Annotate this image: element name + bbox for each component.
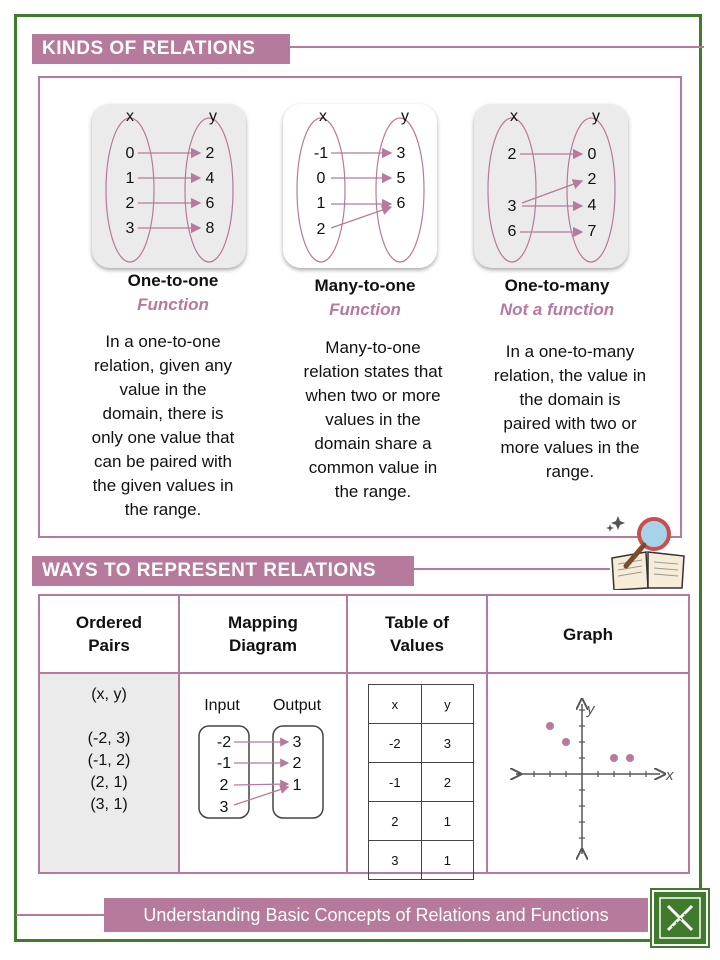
mapping-output: 2 [292,755,302,772]
range-value: 4 [205,170,215,187]
mapping-output: 3 [292,734,302,751]
section-title-kinds: KINDS OF RELATIONS [32,34,290,64]
ordered-pair: (-1, 2) [87,752,131,769]
kind-status-one-to-one: Function [137,295,209,314]
domain-value: 2 [316,221,326,238]
range-value: 2 [587,171,597,188]
kind-desc-one-to-many: In a one-to-many relation, the value in the domain is paired with two or more values in the range. [493,342,647,481]
col-header-mapping-diagram: Mapping Diagram [180,596,348,674]
range-value: 8 [205,220,215,237]
domain-value: 6 [507,223,517,240]
mapping-arrow [234,787,288,805]
y-label: y [401,108,409,125]
pencil-ruler-icon [652,890,708,946]
mapping-diagram-one-to-one [92,104,246,268]
table-cell: 2 [369,802,422,841]
col-header-table-of-values: Table of Values [348,596,488,674]
kind-status-many-to-one: Function [329,300,401,319]
mapping-arrow [234,784,288,785]
graph-y-label: y [587,701,595,718]
range-value: 4 [587,197,597,214]
graph-point [546,722,554,730]
ordered-pairs-header: (x, y) [91,686,127,703]
kind-desc-many-to-one: Many-to-one relation states that when two or more values in the domain share a common value in the range. [303,338,443,501]
section-title-ways: WAYS TO REPRESENT RELATIONS [32,556,414,586]
ways-to-represent-table [38,594,690,874]
kind-name-many-to-one: Many-to-one [314,276,416,295]
section-rule [290,46,704,48]
domain-value: 1 [316,195,326,212]
table-header-y: y [421,685,473,724]
table-cell: 3 [421,724,473,763]
x-label: x [126,108,134,125]
ordered-pairs-cell [40,674,180,872]
col-header-graph: Graph [488,596,688,674]
y-label: y [592,108,600,125]
x-label: x [319,108,327,125]
mapping-input-label: Input [204,697,240,714]
graph-point [610,754,618,762]
table-header-x: x [369,685,422,724]
table-cell: 2 [421,763,473,802]
footer-title: Understanding Basic Concepts of Relations and Functions [104,898,648,932]
domain-value: 2 [507,146,517,163]
mapping-input: 2 [219,777,229,794]
mapping-arrow [331,207,391,228]
mapping-output: 1 [292,777,302,794]
table-of-values-cell [348,674,488,872]
mapping-output-label: Output [272,697,322,714]
x-label: x [510,108,518,125]
ordered-pair: (3, 1) [90,796,128,813]
domain-value: 1 [125,170,135,187]
table-of-values [368,684,474,880]
range-value: 2 [205,145,215,162]
kind-desc-one-to-one: In a one-to-one relation, given any value in the domain, there is only one value that can be paired with the given values in the range. [91,332,235,519]
domain-value: 0 [125,145,135,162]
graph-point [562,738,570,746]
domain-value: 2 [125,195,135,212]
section-rule [414,568,610,570]
ordered-pair: (-2, 3) [87,730,131,747]
kind-name-one-to-many: One-to-many [504,276,610,295]
footer-rule [16,914,112,916]
range-value: 6 [205,195,215,212]
range-value: 7 [587,223,597,240]
mapping-diagram-one-to-many [474,104,628,268]
mapping-input: -1 [216,755,232,772]
domain-value: -1 [313,145,329,162]
col-header-ordered-pairs: Ordered Pairs [40,596,180,674]
domain-value: 3 [507,198,517,215]
mapping-input: 3 [219,799,229,816]
range-value: 5 [396,170,406,187]
book-magnifier-icon [606,510,690,590]
graph-cell [488,674,688,872]
table-cell: -1 [369,763,422,802]
range-value: 3 [396,145,406,162]
table-cell: -2 [369,724,422,763]
kind-status-one-to-many: Not a function [499,300,615,319]
table-cell: 1 [421,802,473,841]
mapping-input: -2 [216,734,232,751]
mapping-diagram-cell [180,674,348,872]
domain-value: 3 [125,220,135,237]
range-value: 6 [396,195,406,212]
graph-x-label: x [666,767,674,784]
domain-value: 0 [316,170,326,187]
graph-point [626,754,634,762]
mapping-arrow [522,181,582,203]
range-value: 0 [587,146,597,163]
coordinate-graph [488,674,688,872]
table-cell: 1 [421,841,473,880]
mapping-diagram-many-to-one [283,104,437,268]
ordered-pair: (2, 1) [90,774,128,791]
kind-name-one-to-one: One-to-one [127,271,219,290]
table-cell: 3 [369,841,422,880]
y-label: y [209,108,217,125]
